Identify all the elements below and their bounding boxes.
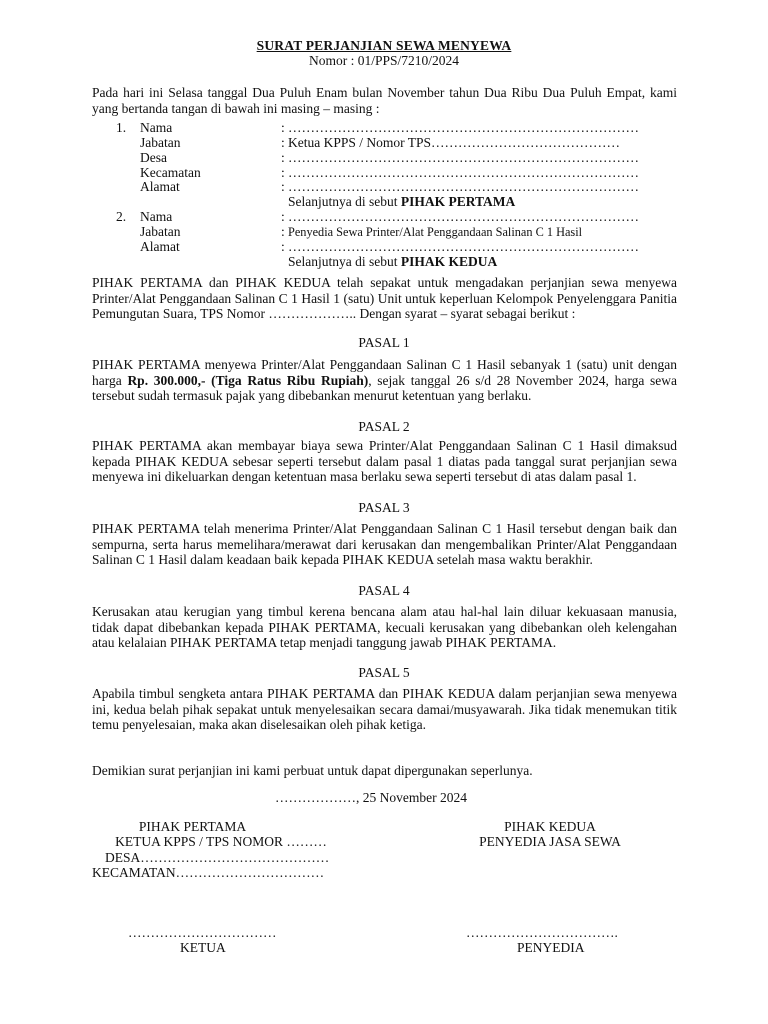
document-number: Nomor : 01/PPS/7210/2024 bbox=[308, 53, 460, 68]
left-signature-line: …………………………… bbox=[128, 925, 277, 940]
pasal4-heading: PASAL 4 bbox=[358, 583, 410, 598]
party1-number: 1. bbox=[116, 120, 127, 135]
date-line: ………………, 25 November 2024 bbox=[275, 790, 467, 805]
pasal5-heading: PASAL 5 bbox=[358, 665, 410, 680]
party1-kecamatan-value: …………………………………………………………………… bbox=[288, 165, 639, 180]
party2-alamat-label: Alamat bbox=[140, 239, 180, 254]
party2-name-colon: : bbox=[281, 209, 285, 224]
party1-name-value: …………………………………………………………………… bbox=[288, 120, 639, 135]
party2-jabatan-label: Jabatan bbox=[140, 224, 181, 239]
pasal1-price: Rp. 300.000,- (Tiga Ratus Ribu Rupiah) bbox=[127, 372, 369, 388]
party2-role-prefix: Selanjutnya di sebut bbox=[288, 254, 398, 269]
pasal2-text: PIHAK PERTAMA akan membayar biaya sewa Printer/Alat Penggandaan Salinan C 1 Hasil dimaksud kepada PIHAK KEDUA sebesar seperti tersebut dalam pasal 1 diatas pada tanggal surat perjanjian sewa menyewa ini dikeluarkan dengan ketentuan masa berlaku sewa seperti tersebut di atas dalam pasal 1. bbox=[92, 438, 677, 485]
left-signature-title: PIHAK PERTAMA bbox=[138, 819, 247, 834]
right-signature-title: PIHAK KEDUA bbox=[504, 819, 596, 834]
party1-kecamatan-label: Kecamatan bbox=[140, 165, 201, 180]
closing-paragraph: Demikian surat perjanjian ini kami perbuat untuk dapat dipergunakan seperlunya. bbox=[92, 763, 533, 778]
party2-role-name: PIHAK KEDUA bbox=[400, 254, 498, 269]
pasal1-text-after: , sejak tanggal 26 s/d 28 November 2024, harga sewa tersebut sudah termasuk pajak yang dibebankan menurut ketentuan yang berlaku. bbox=[92, 372, 678, 404]
intro-paragraph: Pada hari ini Selasa tanggal Dua Puluh Enam bulan November tahun Dua Ribu Dua Puluh Empat, kami yang bertanda tangan di bawah ini masing – masing : bbox=[92, 85, 677, 116]
party2-alamat-value: …………………………………………………………………… bbox=[288, 239, 639, 254]
party1-alamat-label: Alamat bbox=[140, 179, 180, 194]
pasal3-heading: PASAL 3 bbox=[358, 500, 410, 515]
party1-alamat-colon: : bbox=[281, 179, 285, 194]
party2-role bbox=[288, 254, 497, 270]
party1-desa-label: Desa bbox=[140, 150, 167, 165]
left-signature-line2: DESA…………………………………… bbox=[105, 850, 330, 865]
right-signature-line1: PENYEDIA JASA SEWA bbox=[479, 834, 621, 849]
pasal1-text-before: PIHAK PERTAMA menyewa Printer/Alat Penggandaan Salinan C 1 Hasil sebanyak 1 (satu) unit dengan harga bbox=[92, 357, 677, 388]
party2-jabatan-colon: : bbox=[281, 224, 285, 239]
party1-alamat-value: …………………………………………………………………… bbox=[288, 179, 639, 194]
party1-desa-colon: : bbox=[281, 150, 285, 165]
party1-role bbox=[288, 194, 515, 210]
party2-name-value: …………………………………………………………………… bbox=[288, 209, 639, 224]
left-signature-line1: KETUA KPPS / TPS NOMOR ……… bbox=[115, 834, 327, 849]
party1-kecamatan-colon: : bbox=[281, 165, 285, 180]
left-signature-role: KETUA bbox=[180, 940, 226, 955]
pasal2-heading: PASAL 2 bbox=[358, 419, 410, 434]
left-signature-line3: KECAMATAN…………………………… bbox=[92, 865, 325, 880]
party1-jabatan-value: Ketua KPPS / Nomor TPS…………………………………… bbox=[288, 135, 621, 150]
party1-jabatan-label: Jabatan bbox=[140, 135, 181, 150]
pasal5-text: Apabila timbul sengketa antara PIHAK PERTAMA dan PIHAK KEDUA dalam perjanjian sewa menyewa ini, kedua belah pihak sepakat untuk menyelesaikan secara damai/musyawarah. Jika tidak menemukan titik temu penyelesaian, maka akan diselesaikan oleh pihak ketiga. bbox=[92, 686, 677, 733]
party1-role-name: PIHAK PERTAMA bbox=[400, 194, 516, 209]
agreement-paragraph: PIHAK PERTAMA dan PIHAK KEDUA telah sepakat untuk mengadakan perjanjian sewa menyewa Printer/Alat Penggandaan Salinan C 1 Hasil 1 (satu) Unit untuk keperluan Kelompok Penyelenggara Panitia Pemungutan Suara, TPS Nomor ……………….. Dengan syarat – syarat sebagai berikut : bbox=[92, 275, 677, 322]
right-signature-role: PENYEDIA bbox=[517, 940, 585, 955]
party2-number: 2. bbox=[116, 209, 127, 224]
party2-name-label: Nama bbox=[140, 209, 173, 224]
party2-jabatan-value: Penyedia Sewa Printer/Alat Penggandaan Salinan C 1 Hasil bbox=[288, 225, 583, 239]
party2-alamat-colon: : bbox=[281, 239, 285, 254]
pasal3-text: PIHAK PERTAMA telah menerima Printer/Alat Penggandaan Salinan C 1 Hasil tersebut dengan baik dan sempurna, serta harus memelihara/merawat dari kerusakan dan mengembalikan Printer/Alat Penggandaan Salinan C 1 Hasil dalam keadaan baik kepada PIHAK KEDUA setelah masa waktu berakhir. bbox=[92, 521, 677, 568]
pasal1-heading: PASAL 1 bbox=[358, 335, 410, 350]
party1-desa-value: …………………………………………………………………… bbox=[288, 150, 639, 165]
pasal4-text: Kerusakan atau kerugian yang timbul kerena bencana alam atau hal-hal lain diluar kekuasaan manusia, tidak dapat dibebankan kepada PIHAK PERTAMA, kecuali kerusakan yang dibebankan oleh kelengahan atau kelalaian PIHAK PERTAMA tetap menjadi tanggung jawab PIHAK PERTAMA. bbox=[92, 604, 677, 651]
pasal1-text bbox=[92, 357, 677, 404]
document-title: SURAT PERJANJIAN SEWA MENYEWA bbox=[256, 38, 512, 53]
party1-jabatan-colon: : bbox=[281, 135, 285, 150]
right-signature-line: ……………………………. bbox=[466, 925, 618, 940]
party1-name-colon: : bbox=[281, 120, 285, 135]
party1-role-prefix: Selanjutnya di sebut bbox=[288, 194, 398, 209]
party1-name-label: Nama bbox=[140, 120, 173, 135]
